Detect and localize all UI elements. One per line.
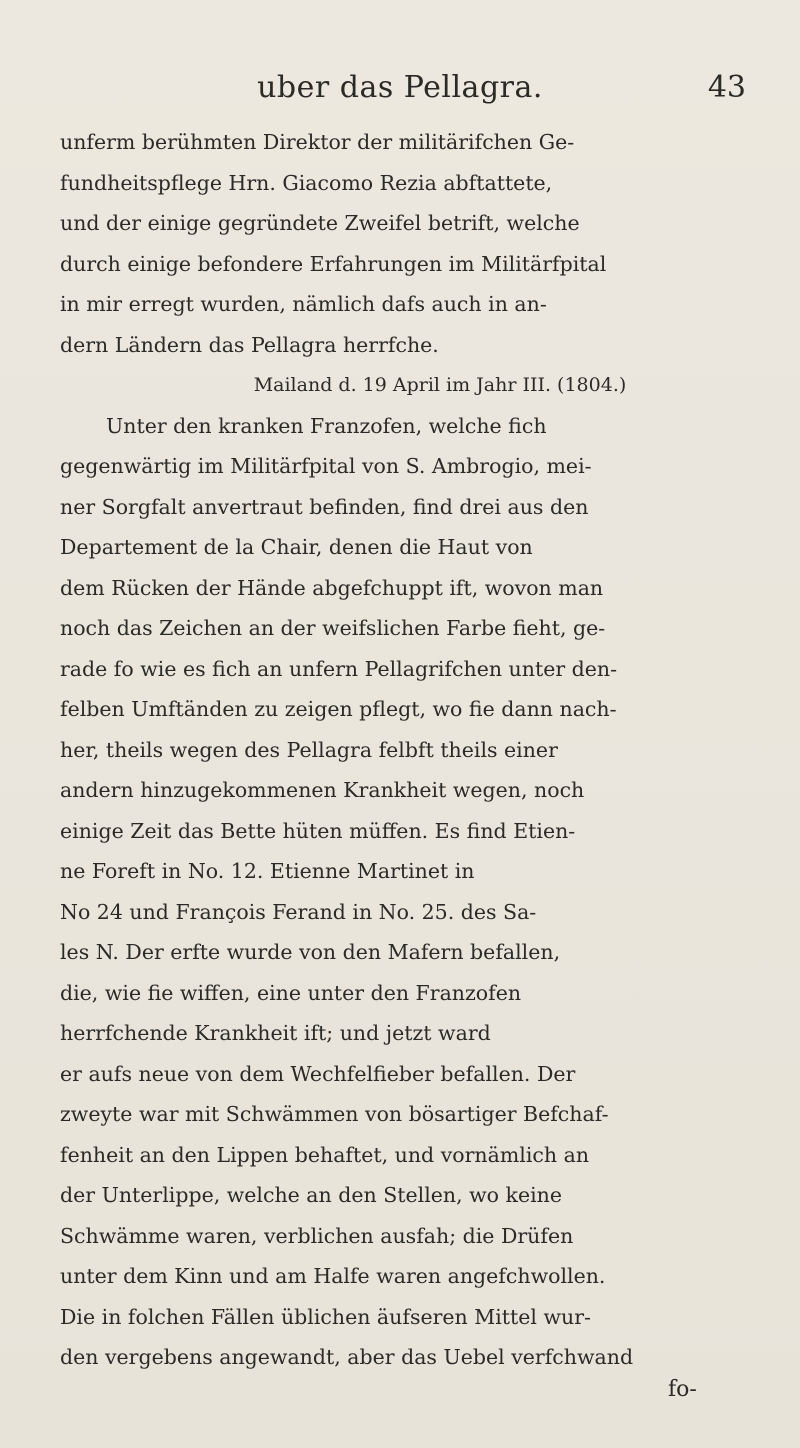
text-line: der Unterlippe, welche an den Stellen, wo keine	[60, 1183, 562, 1207]
dateline: Mailand d. 19 April im Jahr III. (1804.)	[253, 374, 627, 396]
text-line: ne Foreft in No. 12. Etienne Martinet in	[60, 859, 475, 883]
text-line: gegenwärtig im Militärfpital von S. Ambrogio, mei-	[60, 454, 592, 478]
text-line: einige Zeit das Bette hüten müffen. Es find Etien-	[60, 818, 576, 843]
text-line: Unter den kranken Franzofen, welche fich	[106, 413, 547, 438]
text-line: und der einige gegründete Zweifel betrift, welche	[60, 211, 580, 235]
text-line: Schwämme waren, verblichen ausfah; die Drüfen	[60, 1223, 574, 1248]
text-line: Die in folchen Fällen üblichen äufseren Mittel wur-	[60, 1304, 591, 1329]
text-line: felben Umftänden zu zeigen pflegt, wo fie dann nach-	[60, 697, 617, 721]
text-line: her, theils wegen des Pellagra felbft theils einer	[60, 737, 558, 762]
text-line: dem Rücken der Hände abgefchuppt ift, wovon man	[60, 575, 604, 600]
running-head	[0, 68, 800, 108]
text-line: rade fo wie es fich an unfern Pellagrifchen unter den-	[60, 656, 618, 681]
body-text	[60, 122, 760, 1378]
text-line: No 24 und François Ferand in No. 25. des Sa-	[60, 899, 537, 924]
catchword: fo-	[668, 1377, 697, 1402]
text-line: er aufs neue von dem Wechfelfieber befallen. Der	[60, 1061, 576, 1086]
text-line: andern hinzugekommenen Krankheit wegen, noch	[60, 778, 585, 802]
text-line: unter dem Kinn und am Halfe waren angefchwollen.	[60, 1264, 606, 1288]
text-line: in mir erregt wurden, nämlich dafs auch in an-	[60, 292, 547, 316]
text-line: fenheit an den Lippen behaftet, und vornämlich an	[60, 1142, 590, 1167]
text-line: les N. Der erfte wurde von den Mafern befallen,	[60, 940, 561, 964]
text-line: herrfchende Krankheit ift; und jetzt ward	[60, 1021, 491, 1045]
text-line: dern Ländern das Pellagra herrfche.	[60, 332, 439, 357]
text-line: unferm berühmten Direktor der militärifchen Ge-	[60, 130, 575, 154]
running-title: uber das Pellagra.	[257, 70, 543, 105]
text-line: die, wie fie wiffen, eine unter den Franzofen	[60, 980, 522, 1005]
text-line: noch das Zeichen an der weifslichen Farbe fieht, ge-	[60, 616, 606, 640]
text-line: ner Sorgfalt anvertraut befinden, find drei aus den	[60, 494, 589, 519]
text-line: Departement de la Chair, denen die Haut von	[60, 535, 533, 559]
text-line: fundheitspflege Hrn. Giacomo Rezia abftattete,	[60, 170, 553, 195]
page-number: 43	[707, 70, 746, 105]
text-line: durch einige befondere Erfahrungen im Militärfpital	[60, 251, 607, 276]
text-line: zweyte war mit Schwämmen von bösartiger Befchaf-	[60, 1102, 609, 1126]
text-line: den vergebens angewandt, aber das Uebel verfchwand	[60, 1345, 634, 1369]
